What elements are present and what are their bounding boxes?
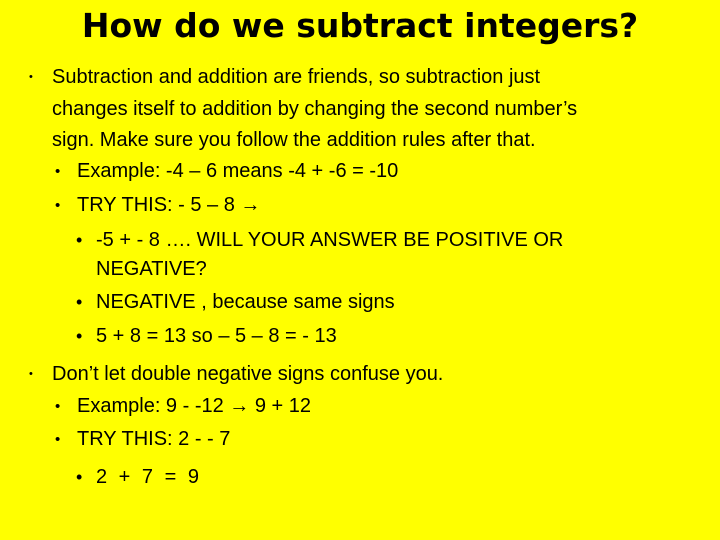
bullet1-subsub3: 5 + 8 = 13 so – 5 – 8 = - 13 <box>96 325 337 347</box>
bullet2-line1: Don’t let double negative signs confuse you. <box>52 363 444 385</box>
bullet1-line2: changes itself to addition by changing the second number’s <box>52 98 578 120</box>
bullet2-sub1-text-b: 9 + 12 <box>249 395 312 417</box>
sub-bullet-marker: • <box>55 197 61 214</box>
bullet1-sub1: Example: -4 – 6 means -4 + -6 = -10 <box>77 160 399 182</box>
subsub-bullet-marker: • <box>76 292 83 312</box>
bullet2-sub1 <box>77 394 311 419</box>
sub-bullet-marker: • <box>55 163 61 180</box>
bullet2-sub2: TRY THIS: 2 - - 7 <box>77 428 231 450</box>
right-arrow-icon: → <box>240 194 261 216</box>
bullet1-sub2 <box>77 193 260 218</box>
bullet1-subsub1-line2: NEGATIVE? <box>96 258 207 280</box>
sub-bullet-marker: • <box>55 431 61 448</box>
bullet1-line3: sign. Make sure you follow the addition rules after that. <box>52 129 536 151</box>
bullet1-sub2-text: TRY THIS: - 5 – 8 <box>77 194 241 216</box>
bullet-marker: • <box>29 368 33 380</box>
subsub-bullet-marker: • <box>76 230 83 250</box>
bullet1-line1: Subtraction and addition are friends, so subtraction just <box>52 66 541 88</box>
bullet2-subsub1: 2 + 7 = 9 <box>96 466 202 488</box>
slide-title: How do we subtract integers? <box>81 6 639 45</box>
subsub-bullet-marker: • <box>76 467 83 487</box>
bullet1-subsub1-line1: -5 + - 8 …. WILL YOUR ANSWER BE POSITIVE OR <box>96 229 564 251</box>
bullet-marker: • <box>29 71 33 83</box>
subsub-bullet-marker: • <box>76 326 83 346</box>
bullet2-sub1-text-a: Example: 9 - -12 <box>77 395 230 417</box>
right-arrow-icon: → <box>229 395 250 417</box>
bullet1-subsub2: NEGATIVE , because same signs <box>96 291 395 313</box>
sub-bullet-marker: • <box>55 398 61 415</box>
